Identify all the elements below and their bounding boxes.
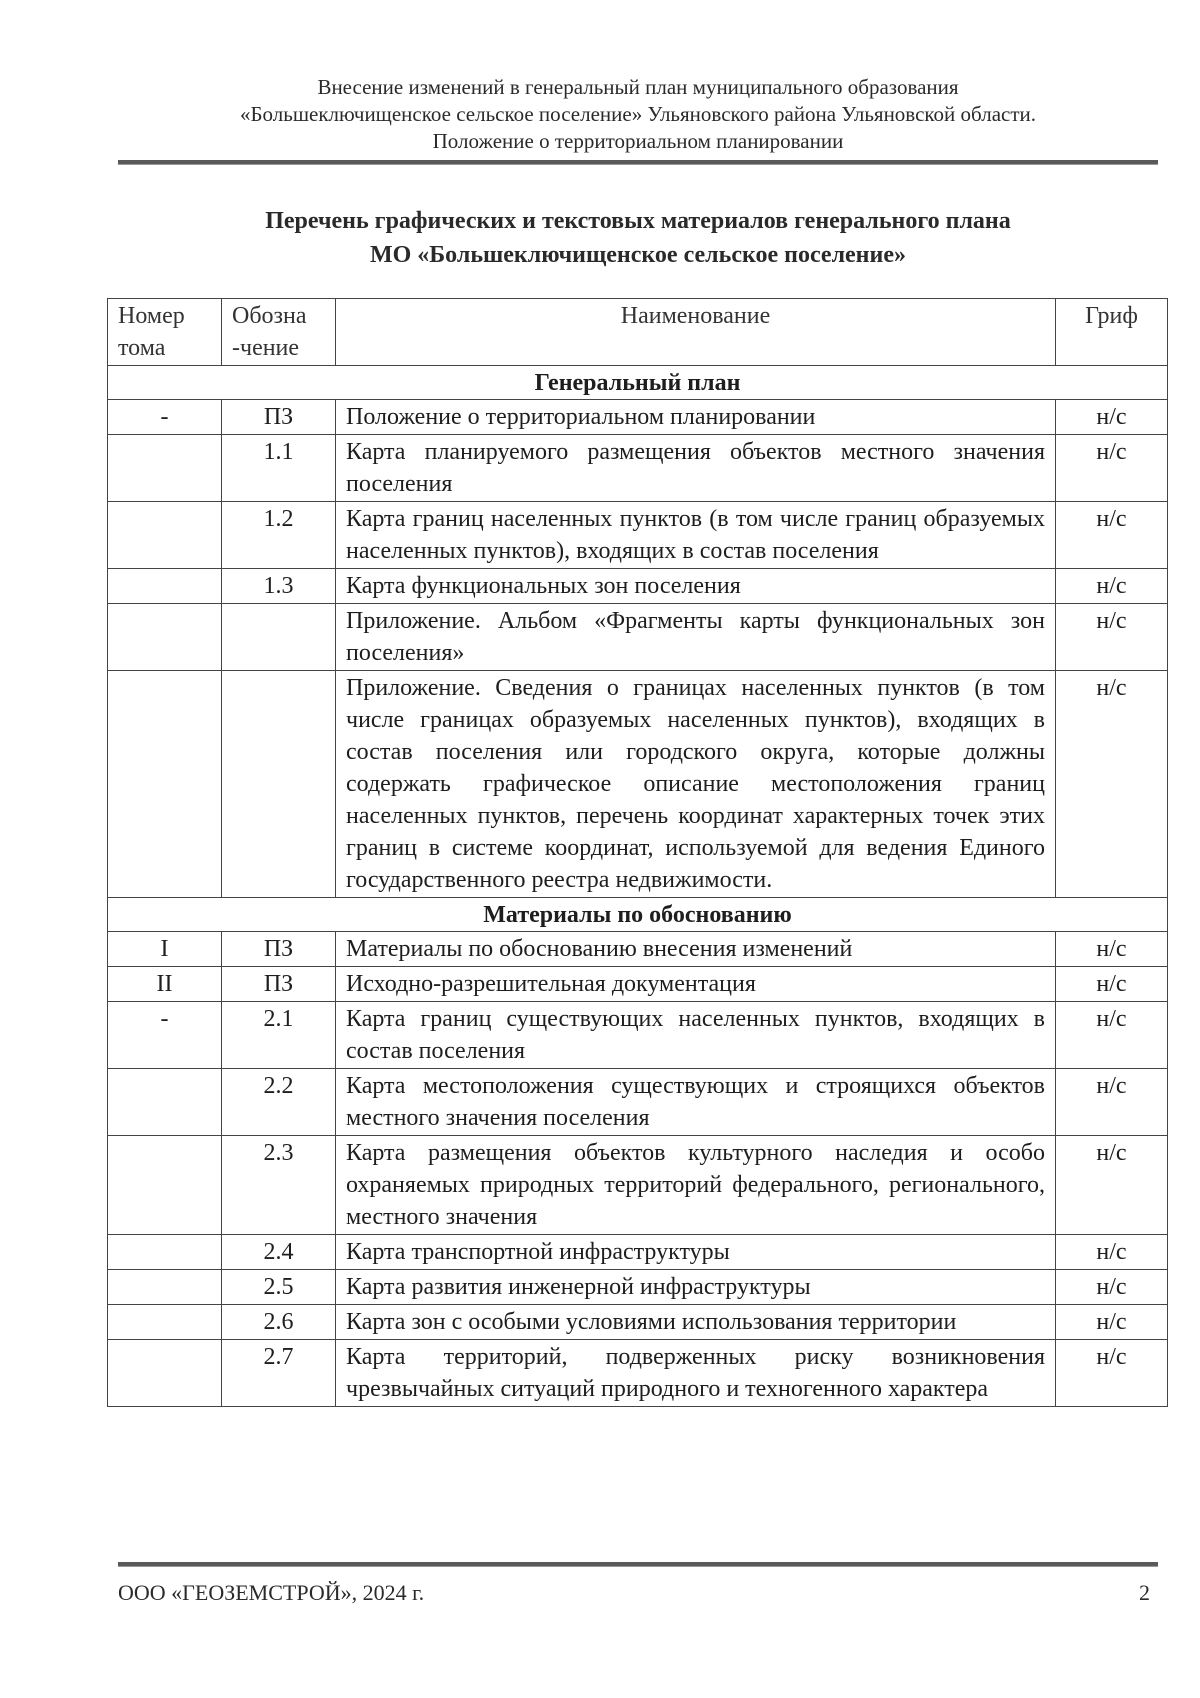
cell-volume [108,1136,222,1235]
header-volume-line-2: тома [118,335,166,361]
cell-volume [108,604,222,671]
cell-volume [108,1235,222,1270]
cell-stamp: н/с [1056,1270,1168,1305]
title-line-2: МО «Большеключищенское сельское поселение» [369,242,906,268]
cell-name: Карта размещения объектов культурного наследия и особо охраняемых природных территорий федерального, регионального, местного значения [336,1136,1056,1235]
section-row-general-plan [108,366,1168,400]
cell-stamp: н/с [1056,671,1168,898]
table-row [108,1270,1168,1305]
section-title-general-plan: Генеральный план [108,366,1168,400]
cell-code: 2.4 [222,1235,336,1270]
cell-volume: - [108,1002,222,1069]
header-code-line-1: Обозна [232,303,307,329]
header-volume [108,299,222,366]
cell-stamp: н/с [1056,1002,1168,1069]
cell-stamp: н/с [1056,1305,1168,1340]
cell-name: Карта границ существующих населенных пунктов, входящих в состав поселения [336,1002,1056,1069]
header-divider [118,160,1158,165]
document-header [118,74,1158,155]
cell-stamp: н/с [1056,435,1168,502]
table-row [108,932,1168,967]
header-volume-line-1: Номер [118,303,185,329]
cell-stamp: н/с [1056,1340,1168,1407]
cell-code: 2.2 [222,1069,336,1136]
title-line-1: Перечень графических и текстовых материалов генерального плана [265,208,1011,234]
cell-name: Карта транспортной инфраструктуры [336,1235,1056,1270]
cell-code: 2.7 [222,1340,336,1407]
cell-volume [108,671,222,898]
cell-code: ПЗ [222,967,336,1002]
cell-name: Приложение. Сведения о границах населенных пунктов (в том числе границах образуемых населенных пунктов), входящих в состав поселения или городского округа, которые должны содержать графическое описание местоположения границ населенных пунктов, перечень координат характерных точек этих границ в системе координат, используемой для ведения Единого государственного реестра недвижимости. [336,671,1056,898]
cell-stamp: н/с [1056,1136,1168,1235]
cell-name: Карта территорий, подверженных риску возникновения чрезвычайных ситуаций природного и техногенного характера [336,1340,1056,1407]
cell-stamp: н/с [1056,967,1168,1002]
cell-name: Положение о территориальном планировании [336,400,1056,435]
table-row [108,1002,1168,1069]
header-code [222,299,336,366]
cell-code: 1.1 [222,435,336,502]
cell-volume [108,435,222,502]
cell-stamp: н/с [1056,1235,1168,1270]
header-line-3: Положение о территориальном планировании [432,129,844,153]
table-row [108,435,1168,502]
header-stamp: Гриф [1056,299,1168,366]
table-row [108,1136,1168,1235]
footer-company: ООО «ГЕОЗЕМСТРОЙ», 2024 г. [118,1580,425,1605]
cell-stamp: н/с [1056,569,1168,604]
cell-code: 2.5 [222,1270,336,1305]
page-number: 2 [1139,1580,1150,1605]
cell-code [222,671,336,898]
cell-code: ПЗ [222,400,336,435]
cell-volume [108,1340,222,1407]
cell-name: Карта планируемого размещения объектов местного значения поселения [336,435,1056,502]
cell-name: Материалы по обоснованию внесения изменений [336,932,1056,967]
table-body [108,366,1168,1407]
cell-stamp: н/с [1056,604,1168,671]
cell-stamp: н/с [1056,1069,1168,1136]
header-name: Наименование [336,299,1056,366]
header-line-2: «Большеключищенское сельское поселение» Ульяновского района Ульяновской области. [239,102,1036,126]
page-title [118,204,1158,272]
footer-divider [118,1562,1158,1567]
cell-name: Карта зон с особыми условиями использования территории [336,1305,1056,1340]
cell-code: ПЗ [222,932,336,967]
table-row [108,1305,1168,1340]
cell-volume: I [108,932,222,967]
table-row [108,400,1168,435]
cell-name: Приложение. Альбом «Фрагменты карты функциональных зон поселения» [336,604,1056,671]
table-row [108,569,1168,604]
cell-volume [108,569,222,604]
cell-volume: - [108,400,222,435]
cell-stamp: н/с [1056,400,1168,435]
cell-name: Карта границ населенных пунктов (в том числе границ образуемых населенных пунктов), входящих в состав поселения [336,502,1056,569]
cell-code: 2.6 [222,1305,336,1340]
table-row [108,604,1168,671]
table-row [108,1340,1168,1407]
section-row-justification [108,898,1168,932]
cell-code [222,604,336,671]
table-header-row [108,299,1168,366]
cell-code: 1.2 [222,502,336,569]
cell-name: Карта развития инженерной инфраструктуры [336,1270,1056,1305]
cell-name: Карта функциональных зон поселения [336,569,1056,604]
cell-name: Карта местоположения существующих и строящихся объектов местного значения поселения [336,1069,1056,1136]
cell-volume [108,1069,222,1136]
cell-volume [108,502,222,569]
section-title-justification: Материалы по обоснованию [108,898,1168,932]
cell-code: 2.3 [222,1136,336,1235]
table-row [108,671,1168,898]
cell-stamp: н/с [1056,502,1168,569]
cell-volume: II [108,967,222,1002]
cell-stamp: н/с [1056,932,1168,967]
cell-volume [108,1305,222,1340]
cell-name: Исходно-разрешительная документация [336,967,1056,1002]
header-code-line-2: -чение [232,335,300,361]
cell-code: 1.3 [222,569,336,604]
cell-volume [108,1270,222,1305]
header-line-1: Внесение изменений в генеральный план муниципального образования [317,75,959,99]
cell-code: 2.1 [222,1002,336,1069]
materials-table [107,298,1168,1407]
table-row [108,1235,1168,1270]
table-row [108,967,1168,1002]
table-row [108,1069,1168,1136]
table-row [108,502,1168,569]
